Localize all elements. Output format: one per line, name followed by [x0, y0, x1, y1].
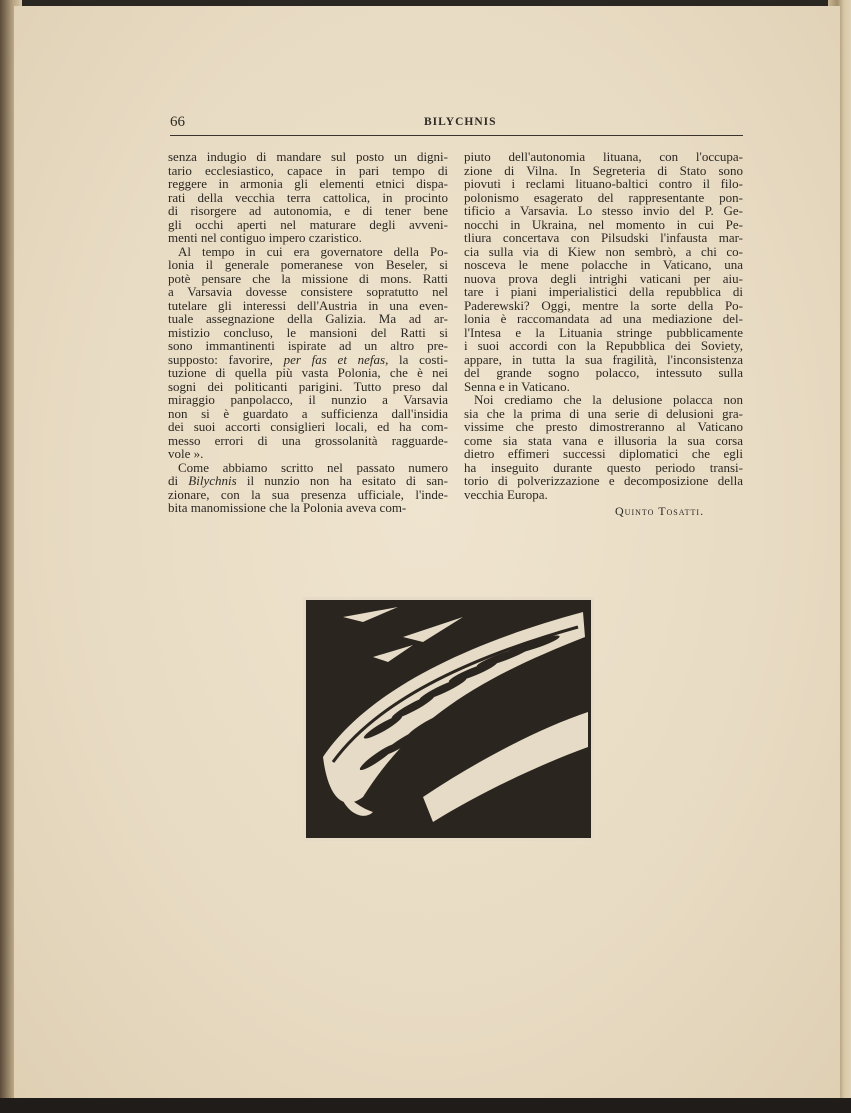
- left-text-column: [168, 150, 448, 515]
- text-line: vecchia Europa.: [464, 486, 548, 502]
- text-line: menti nel contiguo impero czaristico.: [168, 230, 362, 245]
- text-line: di Bilychnis il nunzio non ha esitato di san-: [168, 473, 448, 488]
- text-line: potè pensare che la missione di mons. Ratti: [168, 270, 448, 286]
- text-line: tuale assegnazione della Galizia. Ma ad ar-: [168, 311, 448, 326]
- text-line: Al tempo in cui era governatore della Po-: [178, 243, 448, 259]
- text-line: nosceva le mene polacche in Vaticano, una: [464, 257, 743, 272]
- text-line: reggere in armonia gli elementi etnici dispa-: [168, 176, 448, 191]
- text-line: tutelare gli interessi dell'Austria in una even-: [168, 297, 448, 313]
- author-signature: Quinto Tosatti.: [615, 504, 705, 518]
- header-rule: [170, 135, 743, 136]
- text-line: mistizio concluso, le mansioni del Ratti si: [168, 324, 448, 340]
- text-line: tliura concertava con Pilsudski l'infausta mar-: [464, 230, 743, 245]
- text-line: rati della vecchia terra cattolica, in procinto: [168, 189, 448, 205]
- text-line: vole ».: [168, 446, 204, 461]
- text-line: piovuti i reclami lituano-baltici contro il filo-: [464, 176, 743, 191]
- text-line: gli occhi aperti nel maturare degli avveni-: [168, 216, 448, 232]
- text-line: sia che la prima di una serie di delusioni gra-: [464, 405, 743, 421]
- text-line: nocchi in Ukraina, nel momento in cui Pe-: [464, 216, 743, 232]
- italic-phrase: Bilychnis: [188, 473, 237, 488]
- text-line: zionare, con la sua presenza ufficiale, l'inde-: [168, 486, 448, 502]
- text-line: supposto: favorire, per fas et nefas, la costi-: [168, 351, 448, 367]
- text-line: sono immantinenti ispirate ad un altro pre-: [168, 338, 448, 353]
- text-line: nuova prova degli intrighi vaticani per aiu-: [464, 270, 743, 286]
- text-line: come sia stata vana e illusoria la sua corsa: [464, 432, 743, 448]
- text-line: i suoi accordi con la Repubblica dei Soviety,: [464, 338, 743, 353]
- text-line: bita manomissione che la Polonia aveva com-: [168, 500, 407, 515]
- text-line: del grande sogno polacco, intessuto sulla: [464, 365, 743, 380]
- text-line: dei suoi accorti consiglieri locali, ed ha com-: [168, 419, 448, 434]
- text-line: tare i piani imperialistici della repubblica di: [464, 284, 743, 299]
- text-line: Paderewski? Oggi, mentre la sorte della Po-: [464, 297, 743, 313]
- text-line: non si è guardato a sufficienza dall'insidia: [168, 405, 448, 421]
- text-line: messo errori di una grossolanità ragguarde-: [168, 432, 448, 448]
- text-line: a Varsavia dovesse consistere sopratutto nel: [168, 284, 448, 299]
- running-head: BILYCHNIS: [424, 116, 497, 128]
- text-line: tificio a Varsavia. Lo stesso invio del P. Ge-: [464, 203, 743, 218]
- text-line: appare, in tutta la sua fragilità, l'inconsistenza: [464, 351, 743, 367]
- text-line: tario ecclesiastico, capace in pari tempo di: [168, 162, 448, 178]
- text-line: lonia il generale pomeranese von Beseler, si: [168, 257, 448, 272]
- text-line: piuto dell'autonomia lituana, con l'occupa-: [464, 149, 743, 164]
- text-line: tuzione di quella più vasta Polonia, che è nei: [168, 365, 448, 380]
- text-line: ha inseguito durante questo periodo transi-: [464, 459, 743, 475]
- text-line: lonia è raccomandata ad una mediazione del-: [464, 311, 743, 326]
- text-line: Come abbiamo scritto nel passato numero: [178, 459, 448, 475]
- page-header: [170, 114, 743, 134]
- text-line: di risorgere ad autonomia, e di tener bene: [168, 203, 448, 218]
- text-line: dietro effimeri successi diplomatici che egli: [464, 446, 743, 461]
- text-line: torio di polverizzazione e decomposizione della: [464, 473, 743, 488]
- text-line: Senna e in Vaticano.: [464, 378, 570, 394]
- text-line: Noi crediamo che la delusione polacca non: [474, 392, 743, 407]
- text-line: sogni dei politicanti parigini. Tutto preso dal: [168, 378, 448, 394]
- italic-phrase: per fas et nefas: [283, 351, 386, 367]
- woodcut-wing-illustration: [303, 597, 594, 841]
- text-line: l'Intesa e la Lituania stringe pubblicamente: [464, 324, 743, 340]
- text-line: miraggio panpolacco, il nunzio a Varsavia: [168, 392, 448, 407]
- scan-background: [0, 1098, 851, 1113]
- text-line: polonismo esagerato del rappresentante pon-: [464, 189, 743, 205]
- text-line: cia sulla via di Kiew non sembrò, a chi co-: [464, 243, 743, 259]
- text-line: vissime che presto dimostreranno al Vaticano: [464, 419, 743, 434]
- page-number: 66: [170, 114, 185, 130]
- right-text-column: [464, 150, 743, 501]
- text-line: senza indugio di mandare sul posto un digni-: [168, 149, 448, 164]
- text-line: zione di Vilna. In Segreteria di Stato sono: [464, 162, 743, 178]
